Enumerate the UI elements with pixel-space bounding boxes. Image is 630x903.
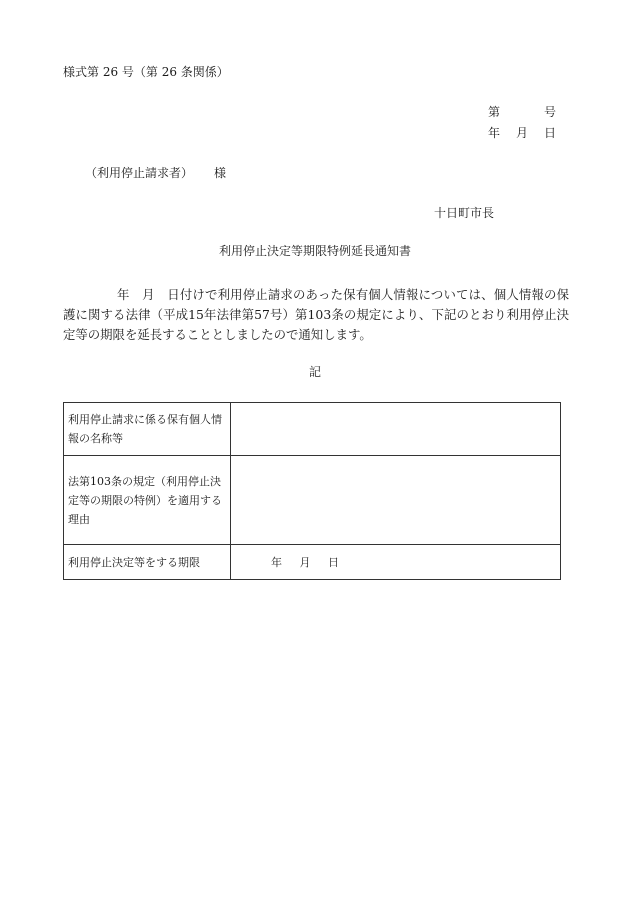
issue-date-day: 日 <box>543 126 556 140</box>
deadline-month: 月 <box>299 555 311 569</box>
document-number-prefix: 第 <box>488 105 501 119</box>
reason-label: 法第103条の規定（利用停止決定等の期限の特例）を適用する理由 <box>64 456 231 545</box>
deadline-value <box>231 545 561 580</box>
recipient-honorific: 様 <box>214 166 227 180</box>
document-number-suffix: 号 <box>543 105 556 119</box>
table-row-deadline <box>64 545 561 580</box>
info-name-label: 利用停止請求に係る保有個人情報の名称等 <box>64 403 231 456</box>
info-name-value <box>231 403 561 456</box>
document-number <box>488 106 556 118</box>
form-number: 様式第 26 号（第 26 条関係） <box>63 65 229 79</box>
deadline-year: 年 <box>271 555 282 569</box>
document-title: 利用停止決定等期限特例延長通知書 <box>218 244 411 258</box>
table-row-info-name <box>64 403 561 456</box>
reason-value <box>231 456 561 545</box>
table-row-reason <box>64 456 561 545</box>
issue-date-year: 年 <box>488 126 501 140</box>
issuer: 十日町市長 <box>434 206 495 220</box>
issue-date <box>488 127 556 139</box>
deadline-label: 利用停止決定等をする期限 <box>64 545 231 580</box>
ki-heading: 記 <box>308 365 321 379</box>
recipient <box>85 167 226 179</box>
body-text: 年 月 日付けで利用停止請求のあった保有個人情報については、個人情報の保護に関する法律（平成15年法律第57号）第103条の規定により、下記のとおり利用停止決定等の期限を延長することとしましたので通知します。 <box>63 287 569 342</box>
issue-date-month: 月 <box>515 126 528 140</box>
recipient-name: （利用停止請求者） <box>85 166 194 180</box>
detail-table <box>63 402 561 580</box>
deadline-day: 日 <box>328 555 339 569</box>
